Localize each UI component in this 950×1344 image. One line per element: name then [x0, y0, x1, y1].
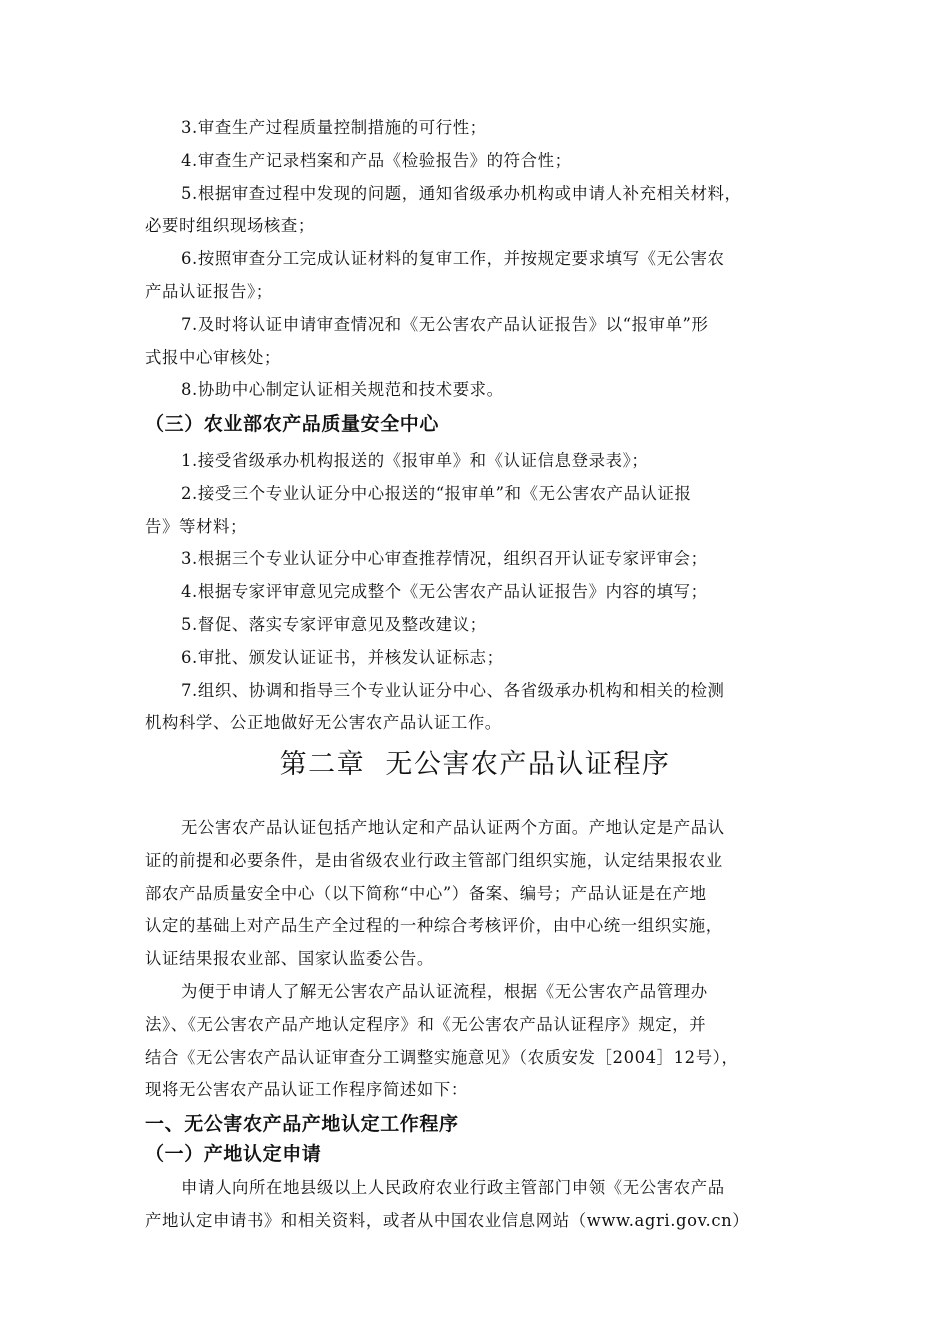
list-item-continuation: 产品认证报告》；	[145, 281, 273, 301]
list-item: 5.督促、落实专家评审意见及整改建议；	[181, 614, 487, 634]
list-item: 8.协助中心制定认证相关规范和技术要求。	[181, 380, 504, 400]
paragraph-line: 证的前提和必要条件，是由省级农业行政主管部门组织实施，认定结果报农业	[145, 850, 723, 870]
list-item: 2.接受三个专业认证分中心报送的“报审单”和《无公害农产品认证报	[181, 483, 692, 503]
list-item: 7.组织、协调和指导三个专业认证分中心、各省级承办机构和相关的检测	[181, 680, 725, 700]
paragraph-line: 申请人向所在地县级以上人民政府农业行政主管部门申领《无公害农产品	[181, 1178, 725, 1197]
list-item: 4.根据专家评审意见完成整个《无公害农产品认证报告》内容的填写；	[181, 582, 708, 602]
list-item-continuation: 式报中心审核处；	[145, 347, 281, 367]
paragraph-line: 部农产品质量安全中心（以下简称“中心”）备案、编号；产品认证是在产地	[145, 883, 707, 903]
paragraph-line: 结合《无公害农产品认证审查分工调整实施意见》（农质安发［2004］12号），	[145, 1047, 739, 1067]
section-heading: （三）农业部农产品质量安全中心	[145, 413, 440, 435]
list-item: 5.根据审查过程中发现的问题，通知省级承办机构或申请人补充相关材料，	[181, 183, 742, 203]
subsection-body	[145, 1172, 810, 1238]
paragraph-line: 为便于申请人了解无公害农产品认证流程，根据《无公害农产品管理办	[181, 981, 708, 1001]
list-item: 4.审查生产记录档案和产品《检验报告》的符合性；	[181, 150, 572, 170]
paragraph-line: 认定的基础上对产品生产全过程的一种综合考核评价，由中心统一组织实施，	[145, 916, 723, 936]
chapter-title: 第二章 无公害农产品认证程序	[279, 749, 671, 780]
list-item: 7.及时将认证申请审查情况和《无公害农产品认证报告》以“报审单”形	[181, 314, 709, 334]
section-heading: 一、无公害农产品产地认定工作程序	[145, 1113, 459, 1135]
list-item: 1.接受省级承办机构报送的《报审单》和《认证信息登录表》；	[181, 451, 649, 470]
list-item: 6.按照审查分工完成认证材料的复审工作，并按规定要求填写《无公害农	[181, 249, 725, 269]
list-item: 3.根据三个专业认证分中心审查推荐情况，组织召开认证专家评审会；	[181, 549, 708, 569]
paragraph-line: 现将无公害农产品认证工作程序简述如下：	[145, 1080, 468, 1100]
paragraph-line: 认证结果报农业部、国家认监委公告。	[145, 949, 434, 969]
list-item-continuation: 必要时组织现场核查；	[145, 216, 315, 236]
list-item-continuation: 告》等材料；	[145, 516, 247, 536]
list-item-continuation: 机构科学、公正地做好无公害农产品认证工作。	[145, 713, 502, 733]
paragraph-line: 无公害农产品认证包括产地认定和产品认证两个方面。产地认定是产品认	[181, 818, 725, 837]
list-item: 6.审批、颁发认证证书，并核发认证标志；	[181, 647, 504, 667]
section-three-list	[145, 445, 810, 740]
paragraph-line: 法》、《无公害农产品产地认定程序》和《无公害农产品认证程序》规定，并	[145, 1014, 707, 1034]
chapter-body	[145, 812, 810, 1107]
section-prev-list	[145, 112, 810, 407]
paragraph-line: 产地认定申请书》和相关资料，或者从中国农业信息网站（www.agri.gov.cn）	[145, 1210, 750, 1230]
subsection-heading: （一）产地认定申请	[145, 1143, 322, 1165]
list-item: 3.审查生产过程质量控制措施的可行性；	[181, 118, 487, 137]
